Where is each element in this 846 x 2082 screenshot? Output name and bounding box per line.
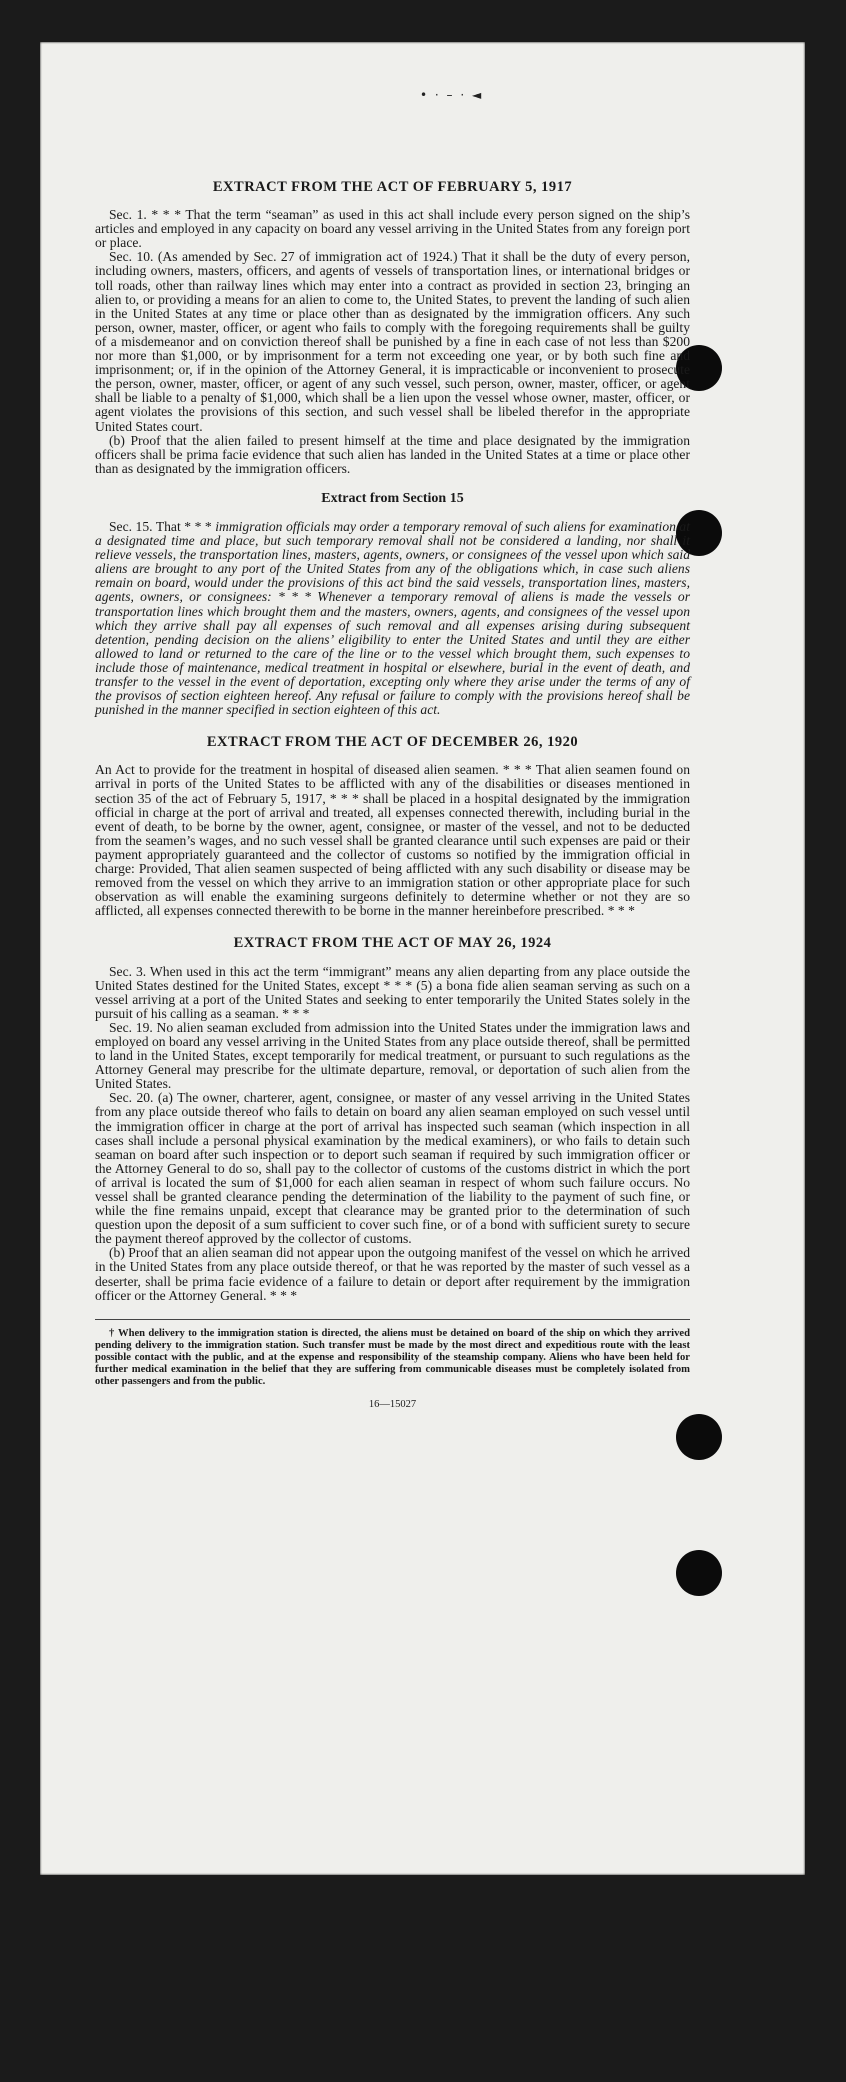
page-number: 16—15027 [368,1398,417,1410]
section-title-feb-1917: EXTRACT FROM THE ACT OF FEBRUARY 5, 1917 [212,179,573,195]
paragraph-sec-15-lead: Sec. 15. That * * * [109,518,216,534]
paragraph-sec-15-body: immigration officials may order a temporary removal of such aliens for examination at a designated time and place, but such temporary removal shall not be considered a landing, nor shall it relieve vessels, the transportation lines, masters, agents, owners, or consignees of the vessel upon which said aliens are brought to any port of the United States from any of the obligations which, in case such aliens remain on board, would under the provisions of this act bind the said vessels, transportation lines, masters, agents, owners, or consignees: * * * Whenever a temporary removal of aliens is made the vessels or transportation lines which brought them and the masters, owners, agents, and consignees of the vessel upon which they arrive shall pay all expenses of such removal and all expenses arising during subsequent detention, pending decision on the aliens’ eligibility to enter the United States and until they are either allowed to land or returned to the care of the line or to the vessel which brought them, such expenses to include those of maintenance, medical treatment in hospital or elsewhere, burial in the event of death, and transfer to the vessel in the event of deportation, excepting only where they arise under the terms of any of the provisos of section eighteen hereof. Any refusal or failure to comply with the provisions hereof shall be punished in the manner specified in section eighteen of this act. [95,518,691,718]
section-title-may-1924: EXTRACT FROM THE ACT OF MAY 26, 1924 [233,935,552,952]
paragraph-sec-3: Sec. 3. When used in this act the term “immigrant” means any alien departing from any place outside the United States destined for the United States, except * * * (5) a bona fide alien seaman serving as such on a vessel arriving at a port of the United States and seeking to enter temporarily the United States solely in the pursuit of his calling as a seaman. * * * [95,963,690,1021]
footnote: † When delivery to the immigration station is directed, the aliens must be detained on board of the ship on which they arrived pending delivery to the immigration station. Such transfer must be made by the most direct and expeditious route with the least possible contact with the public, and at the expense and responsibility of the steamship company. Aliens who have been held for further medical examination in the belief that they are suffering from communicable diseases must be completely isolated from other passengers and from the public. [95,1327,690,1387]
footnote-divider [95,1319,690,1320]
punch-hole [676,1414,722,1460]
section-title-dec-1920: EXTRACT FROM THE ACT OF DECEMBER 26, 1920 [206,734,579,751]
document-text [95,136,690,1412]
paragraph-sec-15 [95,520,690,717]
paragraph-act-dec-1920: An Act to provide for the treatment in hospital of diseased alien seamen. * * * That alien seamen found on arrival in ports of the United States to be afflicted with any of the disabilities or diseases mentioned in section 35 of the act of February 5, 1917, * * * shall be placed in a hospital designated by the immigration official in charge at the port of arrival and treated, all expenses connected therewith, including burial in the event of death, to be borne by the owner, agent, consignee, or master of the vessel, and not to be deducted from the seamen’s wages, and no such vessel shall be granted clearance until such expenses are paid or their payment appropriately guaranteed and the collector of customs so notified by the immigration official in charge: Provided, That alien seamen suspected of being afflicted with any such disability or disease may be removed from the vessel on which they arrive to an immigration station or other appropriate place for such observation as will enable the examining surgeons definitely to determine whether or not they are so afflicted, all expenses connected therewith to be borne in the manner hereinbefore prescribed. * * * [95,762,690,919]
paragraph-sec-20-b: (b) Proof that an alien seaman did not appear upon the outgoing manifest of the vessel on which he arrived in the United States from any place outside thereof, or that he was reported by the master of such vessel as a deserter, shall be prima facie evidence of a failure to detain or deport after requirement by the immigration officer or the Attorney General. * * * [95,1245,690,1303]
header-mark: • · – · ◄ [420,88,484,102]
paragraph-sec-19: Sec. 19. No alien seaman excluded from admission into the United States under the immigration laws and employed on board any vessel arriving in the United States from any place outside thereof, shall be permitted to land in the United States, except temporarily for medical treatment, or pursuant to such regulations as the Attorney General may prescribe for the ultimate departure, removal, or deportation of such alien from the United States. [95,1019,690,1092]
paragraph-sec-10-b: (b) Proof that the alien failed to present himself at the time and place designated by the immigration officers shall be prima facie evidence that such alien has landed in the United States at a time or place other than as designated by the immigration officers. [95,432,690,476]
paragraph-sec-20-a: Sec. 20. (a) The owner, charterer, agent, consignee, or master of any vessel arriving in the United States from any place outside thereof who fails to detain on board any alien seaman employed on such vessel until the immigration officer in charge at the port of arrival has inspected such seaman (which inspection in all cases shall include a personal physical examination by the medical examiners), or who fails to detain such seaman on board after such inspection or to deport such seaman if required by such immigration officer or the Attorney General to do so, shall pay to the collector of customs of the customs district in which the port of arrival is located the sum of $1,000 for each alien seaman in respect of whom such failure occurs. No vessel shall be granted clearance pending the determination of the liability to the payment of such fine, or while the fine remains unpaid, except that clearance may be granted prior to the determination of such question upon the deposit of a sum sufficient to cover such fine, or of a bond with sufficient surety to secure the payment thereof approved by the collector of customs. [95,1090,690,1247]
paragraph-sec-1: Sec. 1. * * * That the term “seaman” as used in this act shall include every person signed on the ship’s articles and employed in any capacity on board any vessel arriving in the United States from any foreign port or place. [95,207,690,251]
punch-hole [676,1550,722,1596]
paragraph-sec-10: Sec. 10. (As amended by Sec. 27 of immigration act of 1924.) That it shall be the duty of every person, including owners, masters, officers, and agents of vessels of transportation lines, or international bridges or toll roads, other than railway lines which may enter into a contract as provided in section 23, bringing an alien to, or providing a means for an alien to come to, the United States, to prevent the landing of such alien in the United States at any time or place other than as designated by the immigration officers. Any such person, owner, master, officer, or agent who fails to comply with the foregoing requirements shall be guilty of a misdemeanor and on conviction thereof shall be punished by a fine in each case of not less than $200 nor more than $1,000, or by imprisonment for a term not exceeding one year, or by both such fine and imprisonment; or, if in the opinion of the Attorney General, it is impracticable or inconvenient to prosecute the person, owner, master, officer, or agent of any such vessel, such person, owner, master, officer, or agent shall be liable to a penalty of $1,000, which shall be a lien upon the vessel whose owner, master, officer, or agent violates the provisions of this section, and such vessel shall be libeled therefor in the appropriate United States court. [95,249,690,434]
section-title-section-15: Extract from Section 15 [321,490,464,506]
